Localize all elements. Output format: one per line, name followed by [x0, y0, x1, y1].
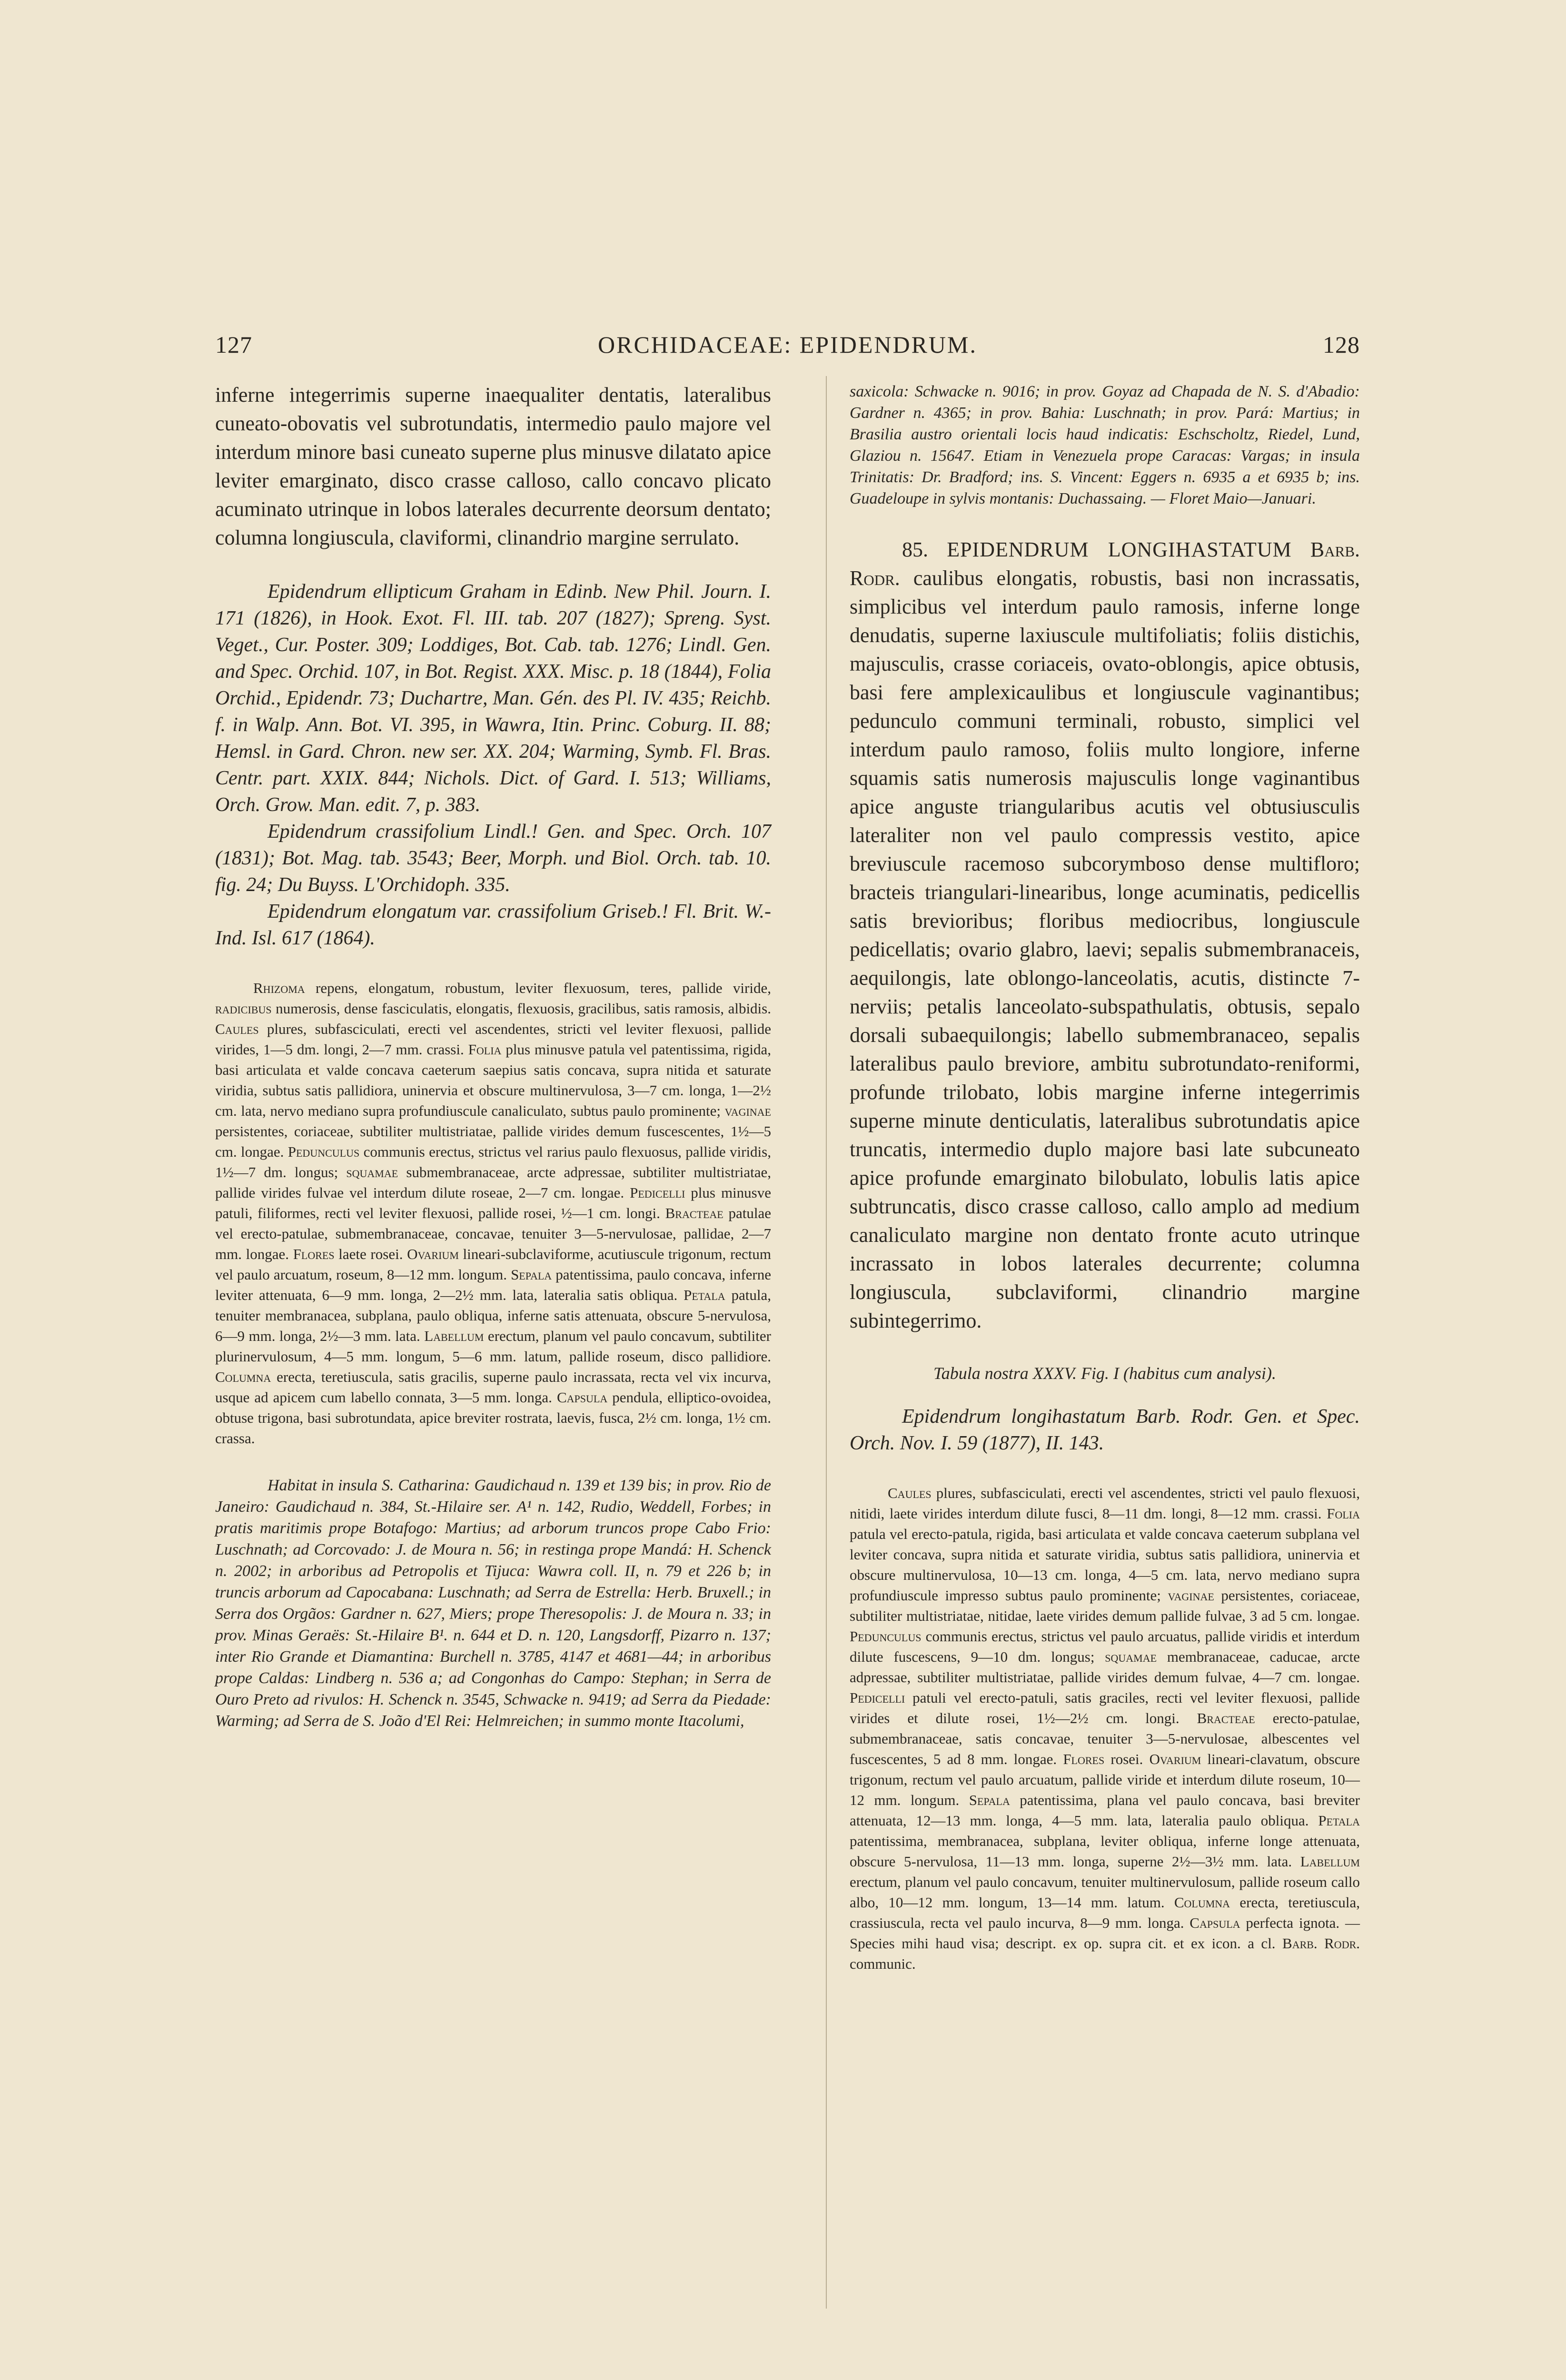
- synonym-entry: Epidendrum crassifolium Lindl.! Gen. and Spec. Orch. 107 (1831); Bot. Mag. tab. 3543; Beer, Morph. und Biol. Orch. tab. 10. fig. 24; Du Buyss. L'Orchidoph. 335.: [215, 821, 771, 896]
- synonym-entry: Epidendrum elongatum var. crassifolium Griseb.! Fl. Brit. W.-Ind. Isl. 617 (1864).: [215, 901, 771, 949]
- page-number-right: 128: [1323, 331, 1360, 358]
- synonym-entry: Epidendrum longihastatum Barb. Rodr. Gen. et Spec. Orch. Nov. I. 59 (1877), II. 143.: [850, 1406, 1360, 1454]
- running-title: ORCHIDACEAE: EPIDENDRUM.: [598, 331, 977, 358]
- synonym-entry: Epidendrum ellipticum Graham in Edinb. New Phil. Journ. I. 171 (1826), in Hook. Exot. Fl. III. tab. 207 (1827); Spreng. Syst. Veget., Cur. Poster. 309; Loddiges, Bot. Cab. tab. 1276; Lindl. Gen. and Spec. Orchid. 107, in Bot. Regist. XXX. Misc. p. 18 (1844), Folia Orchid., Epidendr. 73; Duchartre, Man. Gén. des Pl. IV. 435; Reichb. f. in Walp. Ann. Bot. VI. 395, in Wawra, Itin. Princ. Coburg. II. 88; Hemsl. in Gard. Chron. new ser. XX. 204; Warming, Symb. Fl. Bras. Centr. part. XXIX. 844; Nichols. Dict. of Gard. I. 513; Williams, Orch. Grow. Man. edit. 7, p. 383.: [215, 581, 771, 816]
- page-number-left: 127: [215, 331, 252, 358]
- detailed-description: Caules plures, subfasciculati, erecti vel ascendentes, stricti vel paulo flexuosi, nitidi, laete virides interdum dilute fusci, 8—11 dm. longi, 8—12 mm. crassi. Folia patula vel erecto-patula, rigida, basi articulata et valde concava caeterum subplana vel leviter concava, supra nitida et saturate viridia, subtus satis pallidiora, uninervia et obscure multinervulosa, 10—13 cm. longa, 4—5 cm. lata, nervo mediano supra profundiuscule impresso subtus paulo prominente; vaginae persistentes, coriaceae, subtiliter multistriatae, nitidae, laete virides demum pallide fulvae, 3 ad 5 cm. longae. Pedunculus communis erectus, strictus vel paulo arcuatus, pallide viridis et interdum dilute fuscescens, 9—10 dm. longus; squamae membranaceae, caducae, arcte adpressae, subtiliter multistriatae, pallide virides demum fulvae, 4—7 cm. longae. Pedicelli patuli vel erecto-patuli, satis graciles, recti vel leviter flexuosi, pallide virides et dilute rosei, 1½—2½ cm. longi. Bracteae erecto-patulae, submembranaceae, satis concavae, tenuiter 3—5-nervulosae, albescentes vel fuscescentes, 5 ad 8 mm. longae. Flores rosei. Ovarium lineari-clavatum, obscure trigonum, rectum vel paulo arcuatum, pallide viride et interdum dilute roseum, 10—12 mm. longum. Sepala patentissima, plana vel paulo concava, basi breviter attenuata, 12—13 mm. longa, 4—5 mm. lata, lateralia paulo obliqua. Petala patentissima, membranacea, subplana, leviter obliqua, inferne longe attenuata, obscure 5-nervulosa, 11—13 mm. longa, superne 2½—3½ mm. lata. Labellum erectum, planum vel paulo concavum, tenuiter multinervulosum, pallide roseum callo albo, 10—12 mm. longum, 13—14 mm. latum. Columna erecta, teretiuscula, crassiuscula, recta vel paulo incurva, 8—9 mm. longa. Capsula perfecta ignota. — Species mihi haud visa; descript. ex op. supra cit. et ex icon. a cl. Barb. Rodr. communic.: [850, 1485, 1360, 1972]
- right-column: [850, 381, 1360, 1974]
- column-divider: [826, 376, 827, 2309]
- detailed-description: Rhizoma repens, elongatum, robustum, leviter flexuosum, teres, pallide viride, radicibus numerosis, dense fasciculatis, elongatis, flexuosis, gracilibus, satis ramosis, albidis. Caules plures, subfasciculati, erecti vel ascendentes, stricti vel leviter flexuosi, pallide virides, 1—5 dm. longi, 2—7 mm. crassi. Folia plus minusve patula vel patentissima, rigida, basi articulata et valde concava caeterum saepius satis concava, supra nitida et saturate viridia, subtus satis pallidiora, uninervia et obscure multinervulosa, 3—7 cm. longa, 1—2½ cm. lata, nervo mediano supra profundiuscule canaliculato, subtus paulo prominente; vaginae persistentes, coriaceae, subtiliter multistriatae, pallide virides demum fuscescentes, 1½—5 cm. longae. Pedunculus communis erectus, strictus vel rarius paulo flexuosus, pallide viridis, 1½—7 dm. longus; squamae submembranaceae, arcte adpressae, subtiliter multistriatae, pallide virides fulvae vel interdum dilute roseae, 2—7 cm. longae. Pedicelli plus minusve patuli, filiformes, recti vel leviter flexuosi, pallide rosei, ½—1 cm. longi. Bracteae patulae vel erecto-patulae, submembranaceae, concavae, tenuiter 3—5-nervulosae, pallidae, 2—7 mm. longae. Flores laete rosei. Ovarium lineari-subclaviforme, acutiuscule trigonum, rectum vel paulo arcuatum, roseum, 8—12 mm. longum. Sepala patentissima, paulo concava, inferne leviter attenuata, 6—9 mm. longa, 2—2½ mm. lata, lateralia satis obliqua. Petala patula, tenuiter membranacea, subplana, paulo obliqua, inferne satis attenuata, obscure 5-nervulosa, 6—9 mm. longa, 2½—3 mm. lata. Labellum erectum, planum vel paulo concavum, subtiliter plurinervulosum, 4—5 mm. longum, 5—6 mm. latum, pallide roseum, disco pallidiore. Columna erecta, teretiuscula, satis gracilis, superne paulo incrassata, recta vel vix incurva, usque ad apicem cum labello connata, 3—5 mm. longa. Capsula pendula, elliptico-ovoidea, obtuse trigona, basi subrotundata, apice breviter rostrata, laevis, fusca, 2½ cm. longa, 1½ cm. crassa.: [215, 980, 772, 1447]
- left-column: [215, 381, 771, 1732]
- species-number: 85.: [902, 538, 928, 561]
- species-name: EPIDENDRUM LONGIHASTATUM: [947, 538, 1292, 561]
- species-diagnosis: caulibus elongatis, robustis, basi non incrassatis, simplicibus vel interdum paulo ramosis, inferne longe denudatis, superne laxiuscule multifoliatis; foliis distichis, majusculis, crasse coriaceis, ovato-oblongis, apice obtusis, basi fere amplexicaulibus et longiuscule vaginantibus; pedunculo communi terminali, robusto, simplici vel interdum paulo ramoso, foliis multo longiore, inferne squamis satis numerosis majusculis longe vaginantibus apice anguste triangularibus acutis vel obtusiusculis lateraliter non vel paulo compressis vestito, apice breviuscule racemoso subcorymboso dense multifloro; bracteis triangulari-linearibus, longe acuminatis, pedicellis satis brevioribus; floribus mediocribus, longiuscule pedicellatis; ovario glabro, laevi; sepalis submembranaceis, aequilongis, late oblongo-lanceolatis, acutis, distincte 7-nerviis; petalis lanceolato-subspathulatis, obtusis, sepalo dorsali subaequilongis; labello submembranaceo, sepalis lateralibus paulo breviore, ambitu subrotundato-reniformi, profunde trilobato, lobis margine inferne integerrimis superne minute denticulatis, lateralibus subrotundatis apice truncatis, intermedio duplo majore basi late subcuneato apice profunde emarginato bilobulato, lobulis latis apice subtruncatis, disco crasse calloso, callo amplo ad medium canaliculato margine non dentato fronte acuto utrinque incrassato in lobos laterales decurrente; columna longiuscula, subclaviformi, clinandrio margine subintegerrimo.: [850, 566, 1360, 1332]
- description-continued: inferne integerrimis superne inaequaliter dentatis, lateralibus cuneato-obovatis vel subrotundatis, intermedio paulo majore vel interdum minore basi cuneato superne plus minusve dilatato apice leviter emarginato, disco crasse calloso, callo concavo plicato acuminato utrinque in lobos laterales decurrente deorsum dentato; columna longiuscula, claviformi, clinandrio margine serrulato.: [215, 383, 771, 549]
- synonymy-block: [215, 578, 771, 952]
- plate-reference: Tabula nostra XXXV. Fig. I (habitus cum analysi).: [933, 1364, 1276, 1383]
- species-author: Barb. Rodr.: [850, 538, 1360, 590]
- page-header: [215, 331, 1360, 364]
- species-description: [850, 536, 1360, 1335]
- habitat-continued: saxicola: Schwacke n. 9016; in prov. Goyaz ad Chapada de N. S. d'Abadio: Gardner n. 4365; in prov. Bahia: Luschnath; in prov. Pará: Martius; in Brasilia austro orientali locis haud indicatis: Eschscholtz, Riedel, Lund, Glaziou n. 15647. Etiam in Venezuela prope Caracas: Vargas; in insula Trinitatis: Dr. Bradford; ins. S. Vincent: Eggers n. 6935 a et 6935 b; ins. Guadeloupe in sylvis montanis: Duchassaing. — Floret Maio—Januari.: [850, 383, 1360, 507]
- habitat-paragraph: Habitat in insula S. Catharina: Gaudichaud n. 139 et 139 bis; in prov. Rio de Janeiro: Gaudichaud n. 384, St.-Hilaire ser. A¹ n. 142, Rudio, Weddell, Forbes; in pratis maritimis prope Botafogo: Martius; ad arborum truncos prope Cabo Frio: Luschnath; ad Corcovado: J. de Moura n. 56; in restinga prope Mandá: H. Schenck n. 2002; in arboribus ad Petropolis et Tijuca: Wawra coll. II, n. 79 et 226 b; in truncis arborum ad Capocabana: Luschnath; ad Serra de Estrella: Herb. Bruxell.; in Serra dos Orgãos: Gardner n. 627, Miers; prope Theresopolis: J. de Moura n. 33; in prov. Minas Geraës: St.-Hilaire B¹. n. 644 et D. n. 120, Langsdorff, Pizarro n. 137; inter Rio Grande et Diamantina: Burchell n. 3785, 4147 et 4681—44; in arboribus prope Caldas: Lindberg n. 536 a; ad Congonhas do Campo: Stephan; in Serra de Ouro Preto ad rivulos: H. Schenck n. 3545, Schwacke n. 9419; ad Serra da Piedade: Warming; ad Serra de S. João d'El Rei: Helmreichen; in summo monte Itacolumi,: [215, 1477, 771, 1730]
